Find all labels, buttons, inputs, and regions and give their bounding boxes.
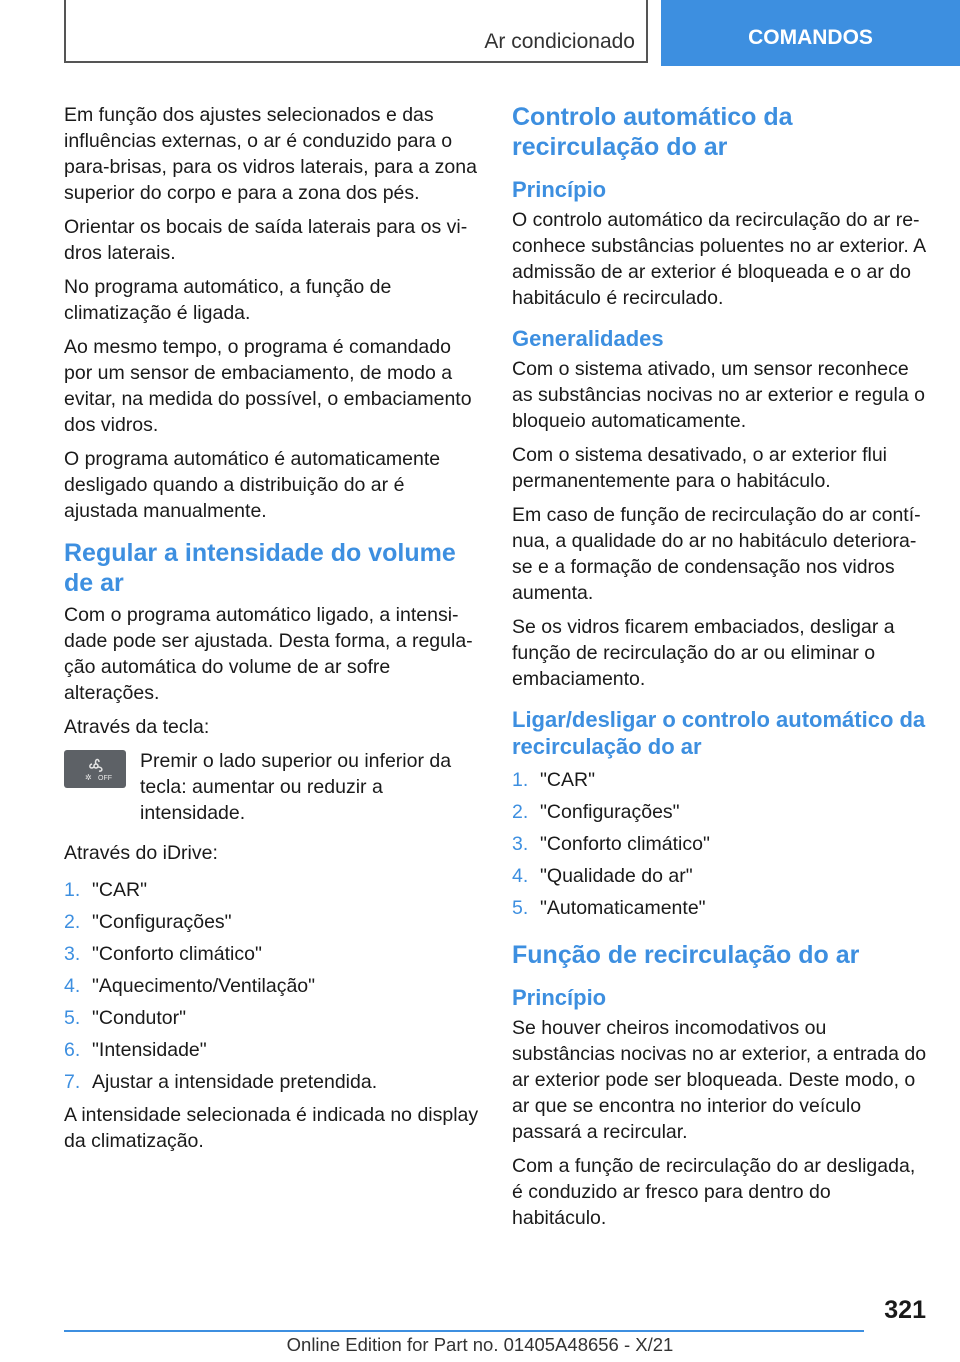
- paragraph: Orientar os bocais de saída laterais para os vidros laterais.: [64, 216, 468, 264]
- paragraph: No programa automático, a função de climatização é ligada.: [64, 276, 392, 324]
- list-item: 6. "Intensidade": [64, 1039, 207, 1061]
- page-number: 321: [884, 1296, 926, 1324]
- paragraph: Em caso de função de recirculação do ar contínua, a qualidade do ar no habitáculo deteriora-se e a formação de condensação nos vidros aumenta.: [512, 504, 921, 604]
- paragraph: A intensidade selecionada é indicada no display da climatização.: [64, 1104, 479, 1152]
- paragraph: Ao mesmo tempo, o programa é comandado por um sensor de embaciamento, de modo a evitar, na medida do possível, o embaciamento dos vidros.: [64, 336, 472, 436]
- edition-note: Online Edition for Part no. 01405A48656 - X/21: [0, 1334, 960, 1356]
- paragraph: Se os vidros ficarem embaciados, desligar a função de recirculação do ar ou eliminar o embaciamento.: [512, 616, 895, 690]
- button-instruction-text: Premir o lado superior ou inferior da tecla: aumentar ou reduzir a intensidade.: [140, 750, 452, 824]
- heading-recirculation-function: Função de recirculação do ar: [512, 941, 860, 969]
- idrive-steps-air-quality: [512, 764, 927, 924]
- paragraph: Com o sistema ativado, um sensor reconhece as substâncias nocivas no ar exterior e regula o bloqueio automaticamente.: [512, 358, 925, 432]
- chapter-label: COMANDOS: [748, 26, 873, 49]
- off-label: OFF: [98, 775, 112, 782]
- list-item: 1. "CAR": [64, 879, 148, 901]
- paragraph: Com a função de recirculação do ar desligada, é conduzido ar fresco para dentro do habitáculo.: [512, 1155, 916, 1229]
- idrive-steps-intensity: [64, 874, 479, 1098]
- list-item: 4. "Qualidade do ar": [512, 865, 693, 887]
- heading-principle: Princípio: [512, 985, 607, 1010]
- button-instruction: [64, 748, 479, 826]
- list-item: 5. "Automaticamente": [512, 897, 706, 919]
- heading-auto-recirculation: Controlo automático da recirculação do ar: [512, 103, 793, 161]
- paragraph: O controlo automático da recirculação do ar reconhece substâncias poluentes no ar exterior. A admissão de ar exterior é bloqueada e o ar do habitáculo é recirculado.: [512, 209, 926, 309]
- paragraph: Através da tecla:: [64, 716, 210, 738]
- heading-toggle-auto: Ligar/desligar o controlo automático da recirculação do ar: [512, 707, 926, 759]
- paragraph: Se houver cheiros incomodativos ou substâncias nocivas no ar exterior, a entrada do ar exterior pode ser bloqueada. Deste modo, o ar que se encontra no interior do veículo passará a recircular.: [512, 1017, 927, 1143]
- heading-principle: Princípio: [512, 177, 607, 202]
- chapter-tab: [661, 0, 960, 66]
- paragraph: O programa automático é automaticamente desligado quando a distribuição do ar é ajustada manualmente.: [64, 448, 441, 522]
- heading-general: Generalidades: [512, 326, 664, 351]
- fan-intensity-button-icon: [64, 750, 126, 788]
- list-item: 7. Ajustar a intensidade pretendida.: [64, 1071, 378, 1093]
- section-title: Ar condicionado: [484, 30, 635, 53]
- svg-text:✲: ✲: [85, 773, 92, 782]
- list-item: 1. "CAR": [512, 769, 596, 791]
- paragraph: Com o programa automático ligado, a intensidade pode ser ajustada. Desta forma, a regulação automática do volume de ar sofre alterações.: [64, 604, 473, 704]
- page-header: [0, 0, 960, 66]
- paragraph: Com o sistema desativado, o ar exterior flui permanentemente para o habitáculo.: [512, 444, 887, 492]
- list-item: 3. "Conforto climático": [512, 833, 710, 855]
- paragraph: Em função dos ajustes selecionados e das influências externas, o ar é conduzido para o para-brisas, para os vidros laterais, para a zona superior do corpo e para a zona dos pés.: [64, 104, 477, 204]
- list-item: 2. "Configurações": [64, 911, 232, 933]
- list-item: 2. "Configurações": [512, 801, 680, 823]
- list-item: 5. "Condutor": [64, 1007, 187, 1029]
- list-item: 4. "Aquecimento/Ventilação": [64, 975, 316, 997]
- heading-intensity: Regular a intensidade do volume de ar: [64, 539, 456, 597]
- right-column: [512, 102, 927, 1239]
- left-column: [64, 102, 479, 1162]
- footer-divider: [64, 1330, 864, 1332]
- paragraph: Através do iDrive:: [64, 842, 218, 864]
- list-item: 3. "Conforto climático": [64, 943, 262, 965]
